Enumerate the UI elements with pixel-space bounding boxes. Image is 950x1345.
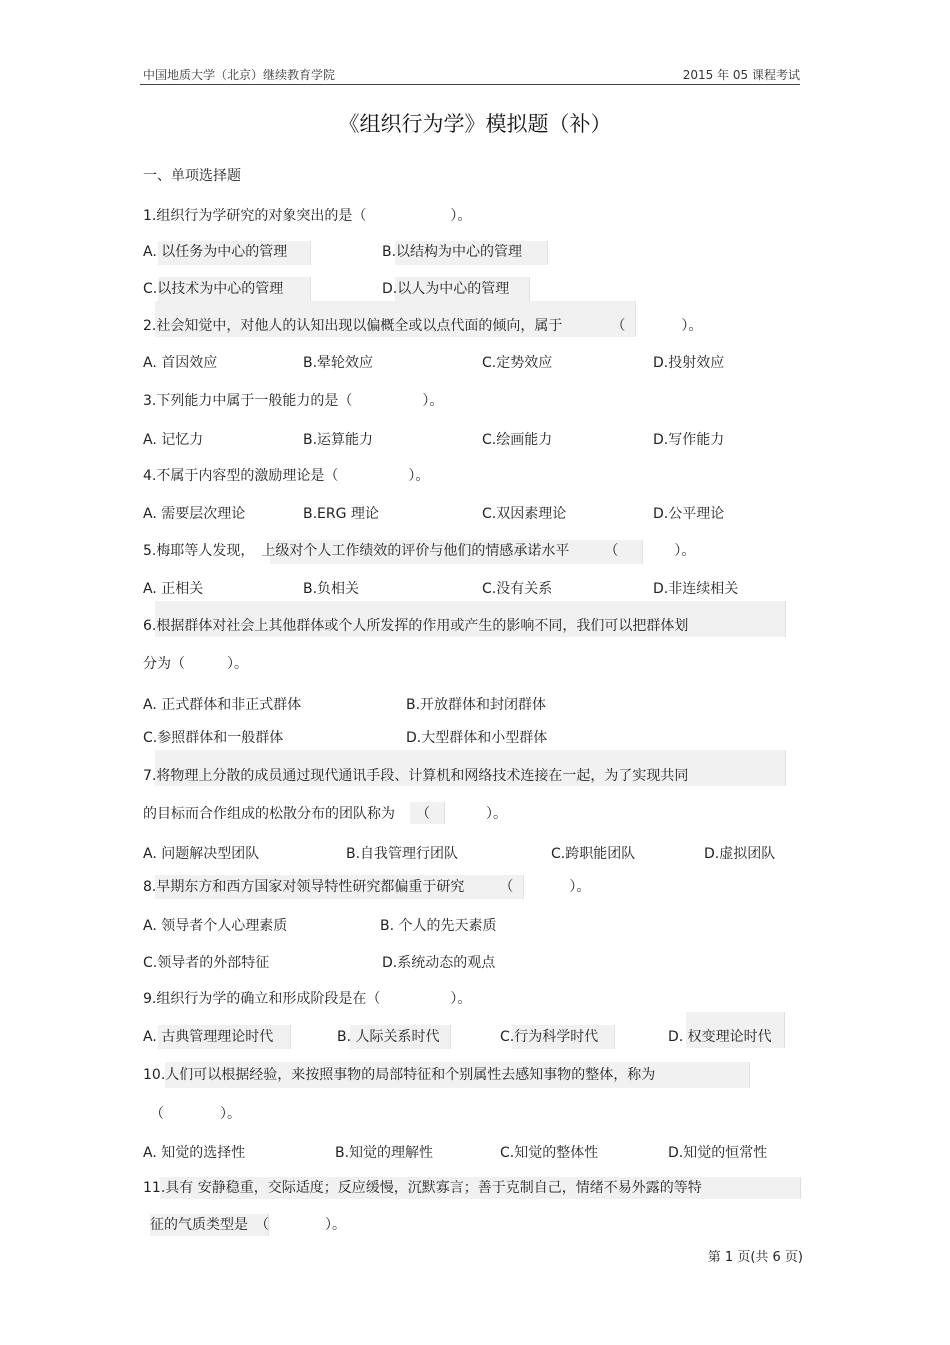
q9-option-a: A. 古典管理理论时代 xyxy=(143,1029,274,1045)
question-11: 11.具有 安静稳重，交际适度；反应缓慢，沉默寡言；善于克制自己，情绪不易外露的等特 xyxy=(143,1180,702,1196)
q2-option-b: B.晕轮效应 xyxy=(303,355,374,371)
q3-option-a: A. 记忆力 xyxy=(143,432,204,448)
q3-option-d: D.写作能力 xyxy=(653,432,725,448)
q3-option-c: C.绘画能力 xyxy=(482,432,553,448)
question-6-cont: 分为（ ）。 xyxy=(143,656,248,672)
q9-option-b: B. 人际关系时代 xyxy=(337,1029,440,1045)
q6-option-c: C.参照群体和一般群体 xyxy=(143,730,284,746)
question-4: 4.不属于内容型的激励理论是（ ）。 xyxy=(143,468,430,484)
header-right: 2015 年 05 课程考试 xyxy=(682,68,800,82)
page-title: 《组织行为学》模拟题（补） xyxy=(338,112,612,136)
q4-option-a: A. 需要层次理论 xyxy=(143,506,246,522)
q10-option-c: C.知觉的整体性 xyxy=(500,1145,599,1161)
q2-option-a: A. 首因效应 xyxy=(143,355,218,371)
question-10-cont: （ ）。 xyxy=(150,1106,241,1122)
q1-option-b: B.以结构为中心的管理 xyxy=(382,244,523,260)
q7-option-d: D.虚拟团队 xyxy=(704,846,776,862)
q4-option-d: D.公平理论 xyxy=(653,506,725,522)
q10-option-d: D.知觉的恒常性 xyxy=(668,1145,768,1161)
q10-option-b: B.知觉的理解性 xyxy=(335,1145,434,1161)
q6-option-b: B.开放群体和封闭群体 xyxy=(406,697,547,713)
question-7: 7.将物理上分散的成员通过现代通讯手段、计算机和网络技术连接在一起，为了实现共同 xyxy=(143,768,689,784)
question-3: 3.下列能力中属于一般能力的是（ ）。 xyxy=(143,393,444,409)
q9-option-c: C.行为科学时代 xyxy=(500,1029,599,1045)
question-8: 8.早期东方和西方国家对领导特性研究都偏重于研究 （ ）。 xyxy=(143,879,591,895)
q7-option-a: A. 问题解决型团队 xyxy=(143,846,260,862)
q8-option-c: C.领导者的外部特征 xyxy=(143,955,270,971)
q3-option-b: B.运算能力 xyxy=(303,432,374,448)
question-2: 2.社会知觉中，对他人的认知出现以偏概全或以点代面的倾向，属于 （ ）。 xyxy=(143,318,703,334)
q4-option-b: B.ERG 理论 xyxy=(303,506,379,522)
q1-option-d: D.以人为中心的管理 xyxy=(382,281,510,297)
page-number: 第 1 页(共 6 页) xyxy=(707,1250,803,1265)
q5-option-c: C.没有关系 xyxy=(482,581,553,597)
question-7-cont: 的目标而合作组成的松散分布的团队称为 （ ）。 xyxy=(143,806,507,822)
question-11-cont: 征的气质类型是 （ ）。 xyxy=(150,1217,346,1233)
section-heading: 一、单项选择题 xyxy=(143,168,241,184)
question-10: 10.人们可以根据经验，来按照事物的局部特征和个别属性去感知事物的整体，称为 xyxy=(143,1067,656,1083)
question-6: 6.根据群体对社会上其他群体或个人所发挥的作用或产生的影响不同，我们可以把群体划 xyxy=(143,618,689,634)
q4-option-c: C.双因素理论 xyxy=(482,506,567,522)
q5-option-b: B.负相关 xyxy=(303,581,360,597)
q9-option-d: D. 权变理论时代 xyxy=(668,1029,772,1045)
q5-option-a: A. 正相关 xyxy=(143,581,204,597)
q8-option-a: A. 领导者个人心理素质 xyxy=(143,918,288,934)
question-9: 9.组织行为学的确立和形成阶段是在（ ）。 xyxy=(143,991,472,1007)
q5-option-d: D.非连续相关 xyxy=(653,581,739,597)
question-5: 5.梅耶等人发现， 上级对个人工作绩效的评价与他们的情感承诺水平 （ ）。 xyxy=(143,543,696,559)
q6-option-a: A. 正式群体和非正式群体 xyxy=(143,697,302,713)
question-1: 1.组织行为学研究的对象突出的是（ ）。 xyxy=(143,208,472,224)
q6-option-d: D.大型群体和小型群体 xyxy=(406,730,548,746)
header-rule xyxy=(140,84,800,85)
q7-option-b: B.自我管理行团队 xyxy=(346,846,459,862)
q1-option-c: C.以技术为中心的管理 xyxy=(143,281,284,297)
q8-option-d: D.系统动态的观点 xyxy=(382,955,496,971)
q1-option-a: A. 以任务为中心的管理 xyxy=(143,244,288,260)
q7-option-c: C.跨职能团队 xyxy=(551,846,636,862)
header-left: 中国地质大学（北京）继续教育学院 xyxy=(143,68,336,82)
q8-option-b: B. 个人的先天素质 xyxy=(380,918,497,934)
q2-option-c: C.定势效应 xyxy=(482,355,553,371)
q10-option-a: A. 知觉的选择性 xyxy=(143,1145,246,1161)
q2-option-d: D.投射效应 xyxy=(653,355,725,371)
